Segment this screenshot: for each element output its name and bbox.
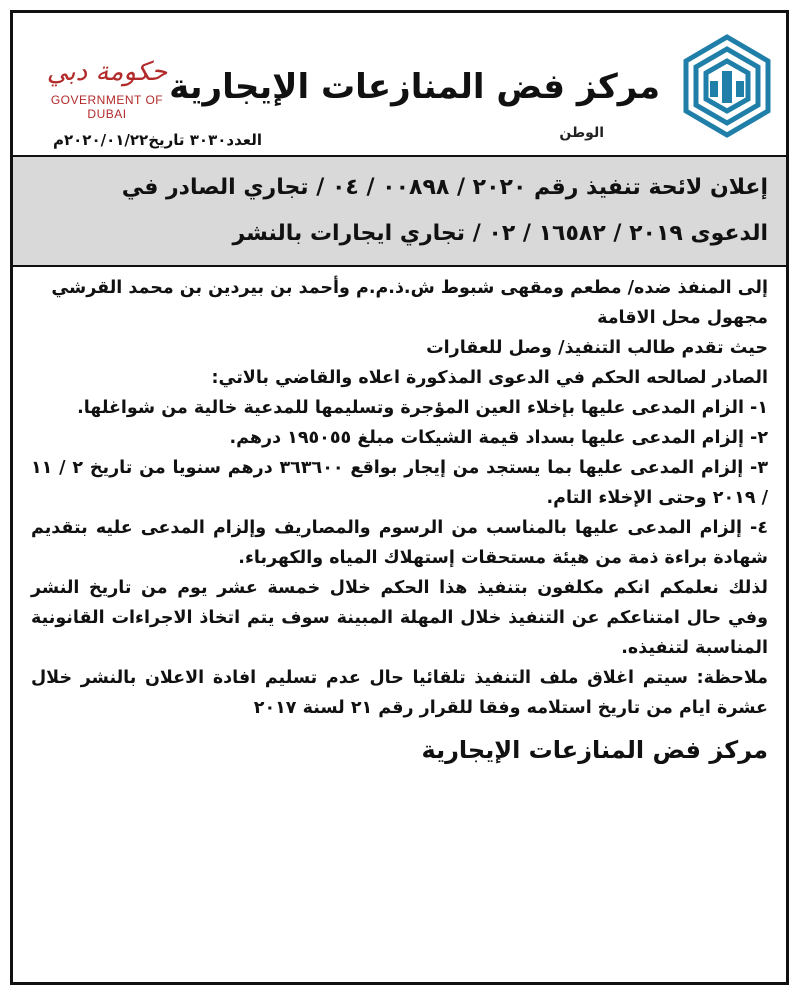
rdsc-logo-icon	[680, 31, 774, 141]
note-paragraph: ملاحظة: سيتم اغلاق ملف التنفيذ تلقائيا حال عدم تسليم افادة الاعلان بالنشر خلال عشرة ايام من تاريخ استلامه وفقا للقرار رقم ٢١ لسنة ٢٠١٧	[31, 668, 768, 718]
judgment-item-4: ٤- إلزام المدعى عليها بالمناسب من الرسوم والمصاريف وإلزام المدعى عليه بتقديم شهادة براءة ذمة من هيئة مستحقات إستهلاك المياه والكهرباء.	[31, 518, 768, 568]
addressee-paragraph: إلى المنفذ ضده/ مطعم ومقهى شبوط ش.ذ.م.م وأحمد بن بيردين بن محمد القرشي	[51, 278, 768, 298]
residence-paragraph: مجهول محل الاقامة	[597, 308, 768, 328]
applicant-paragraph: حيث تقدم طالب التنفيذ/ وصل للعقارات	[426, 338, 768, 358]
banner-line-2: الدعوى ٢٠١٩ / ١٦٥٨٢ / ٠٢ / تجاري ايجارات بالنشر	[232, 221, 768, 246]
notice-frame	[10, 10, 789, 985]
obligation-paragraph: لذلك نعلمكم انكم مكلفون بتنفيذ هذا الحكم خلال خمسة عشر يوم من تاريخ النشر وفي حال امتناعكم عن التنفيذ خلال المهلة المبينة سوف يتم اتخاذ الاجراءات القانونية المناسبة لتنفيذه.	[31, 578, 768, 658]
judgment-intro-paragraph: الصادر لصالحه الحكم في الدعوى المذكورة اعلاه والقاضي بالاتي:	[211, 368, 768, 388]
gov-logo-arabic: حكومة دبي	[46, 57, 168, 87]
notice-banner	[13, 157, 786, 267]
issue-number-date: العدد٣٠٣٠ تاريخ٢٠٢٠/٠١/٢٢م	[53, 131, 263, 149]
government-of-dubai-logo	[31, 57, 183, 121]
banner-line-1: إعلان لائحة تنفيذ رقم ٢٠٢٠ / ٠٠٨٩٨ / ٠٤ / تجاري الصادر في	[121, 175, 768, 200]
notice-body	[13, 267, 786, 723]
footer-signature: مركز فض المنازعات الإيجارية	[421, 736, 768, 764]
judgment-item-3: ٣- إلزام المدعى عليها بما يستجد من إيجار بواقع ٣٦٣٦٠٠ درهم سنويا من تاريخ ٢ / ١١ / ٢٠١٩ وحتى الإخلاء التام.	[31, 458, 769, 508]
judgment-item-1: ١- الزام المدعى عليها بإخلاء العين المؤجرة وتسليمها للمدعية خالية من شواغلها.	[77, 398, 768, 418]
judgment-item-2: ٢- إلزام المدعى عليها بسداد قيمة الشيكات مبلغ ١٩٥٠٥٥ درهم.	[229, 428, 768, 448]
gov-logo-english: GOVERNMENT OF DUBAI	[50, 93, 164, 121]
notice-header	[13, 13, 786, 157]
page-title: مركز فض المنازعات الإيجارية	[169, 67, 660, 107]
publication-name: الوطن	[559, 125, 604, 141]
